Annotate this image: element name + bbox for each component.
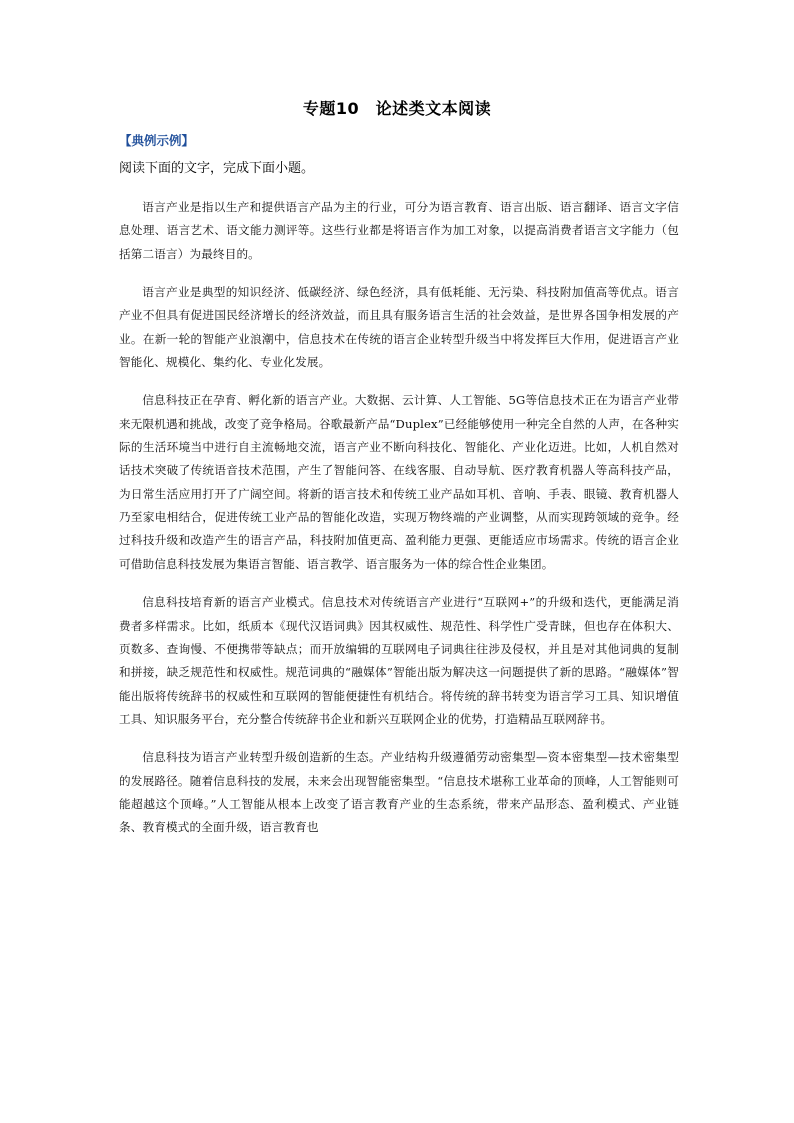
instruction-text: 阅读下面的文字，完成下面小题。	[119, 161, 315, 176]
paragraph-1: 语言产业是指以生产和提供语言产品为主的行业，可分为语言教育、语言出版、语言翻译、语言文字信息处理、语言艺术、语文能力测评等。这些行业都是将语言作为加工对象，以提高消费者语言文字能力（包括第二语言）为最终目的。	[119, 200, 679, 261]
paragraph-5: 信息科技为语言产业转型升级创造新的生态。产业结构升级遵循劳动密集型—资本密集型—技术密集型的发展路径。随着信息科技的发展，未来会出现智能密集型。“信息技术堪称工业革命的顶峰，人工智能则可能超越这个顶峰。”人工智能从根本上改变了语言教育产业的生态系统，带来产品形态、盈利模式、产业链条、教育模式的全面升级，语言教育也	[119, 750, 679, 835]
paragraph-2: 语言产业是典型的知识经济、低碳经济、绿色经济，具有低耗能、无污染、科技附加值高等优点。语言产业不但具有促进国民经济增长的经济效益，而且具有服务语言生活的社会效益，是世界各国争相发展的产业。在新一轮的智能产业浪潮中，信息技术在传统的语言企业转型升级当中将发挥巨大作用，促进语言产业智能化、规模化、集约化、专业化发展。	[119, 285, 679, 370]
page-title: 专题10 论述类文本阅读	[302, 99, 492, 118]
article-body	[119, 196, 679, 855]
paragraph-3: 信息科技正在孕育、孵化新的语言产业。大数据、云计算、人工智能、5G等信息技术正在为语言产业带来无限机遇和挑战，改变了竞争格局。谷歌最新产品“Duplex”已经能够使用一种完全自然的人声，在各种实际的生活环境当中进行自主流畅地交流，语言产业不断向科技化、智能化、产业化迈进。比如，人机自然对话技术突破了传统语音技术范围，产生了智能问答、在线客服、自动导航、医疗教育机器人等高科技产品，为日常生活应用打开了广阔空间。将新的语言技术和传统工业产品如耳机、音响、手表、眼镜、教育机器人乃至家电相结合，促进传统工业产品的智能化改造，实现万物终端的产业调整，从而实现跨领域的竞争。经过科技升级和改造产生的语言产品，科技附加值更高、盈利能力更强、更能适应市场需求。传统的语言企业可借助信息科技发展为集语言智能、语言教学、语言服务为一体的综合性企业集团。	[119, 393, 679, 571]
section-label: 【典例示例】	[119, 133, 195, 148]
paragraph-4: 信息科技培育新的语言产业模式。信息技术对传统语言产业进行“互联网+”的升级和迭代，更能满足消费者多样需求。比如，纸质本《现代汉语词典》因其权威性、规范性、科学性广受青睐，但也存在体积大、页数多、查询慢、不便携带等缺点；而开放编辑的互联网电子词典往往涉及侵权，并且是对其他词典的复制和拼接，缺乏规范性和权威性。规范词典的“融媒体”智能出版为解决这一问题提供了新的思路。“融媒体”智能出版将传统辞书的权威性和互联网的智能便捷性有机结合。将传统的辞书转变为语言学习工具、知识增值工具、知识服务平台，充分整合传统辞书企业和新兴互联网企业的优势，打造精品互联网辞书。	[119, 595, 679, 726]
